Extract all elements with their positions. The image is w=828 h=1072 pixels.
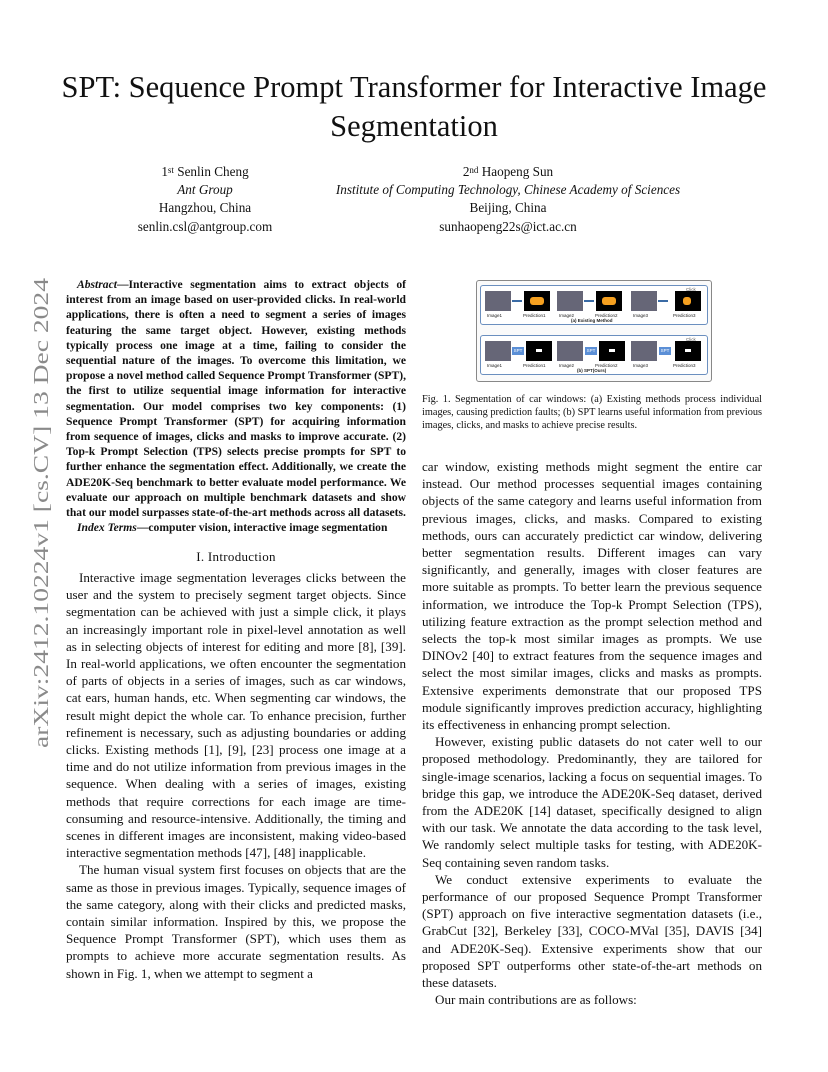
spt-block: SPT (513, 348, 523, 353)
author-2-ordinal-suffix: nd (469, 165, 479, 175)
author-2 (318, 163, 698, 236)
abstract-lead: Abstract (77, 278, 117, 291)
figure-label: Image2 (559, 363, 575, 368)
figure-prediction-thumb (675, 291, 701, 311)
arxiv-stamp (18, 270, 58, 750)
figure-image-thumb (631, 291, 657, 311)
abstract-text: —Interactive segmentation aims to extract objects of interest from an image based on user-provided clicks. In real-world applications, there is often a need to segment a series of images featuring the same target object. However, existing methods typically process one image at a time, failing to consider the sequential nature of the images. To overcome this limitation, we propose a novel method called Sequence Prompt Transformer (SPT), the first to utilize sequential image information for interactive segmentation. Our model comprises two key components: (1) Sequence Prompt Transformer (SPT) for acquiring information from sequence of images, clicks and masks to improve accurate. (2) Top-k Prompt Selection (TPS) selects precise prompts for SPT to further enhance the segmentation effect. Additionally, we create the ADE20K-Seq benchmark to better evaluate model performance. We evaluate our approach on multiple benchmark datasets and show that our model surpasses state-of-the-art methods across all datasets. (66, 278, 406, 520)
arxiv-stamp-text: arXiv:2412.10224v1 [cs.CV] 13 Dec 2024 (29, 381, 53, 748)
figure-row-caption-b: (b) SPT(Ours) (577, 368, 607, 373)
author-1-ordinal: 1 (161, 164, 168, 179)
abstract (66, 277, 406, 535)
index-terms-text: —computer vision, interactive image segmentation (136, 521, 388, 535)
right-paragraph-4: Our main contributions are as follows: (435, 992, 637, 1008)
figure-label: Image2 (559, 313, 575, 318)
index-terms-lead: Index Terms (77, 521, 137, 535)
figure-image-thumb (485, 291, 511, 311)
figure-row-caption-a: (a) Existing Method (571, 318, 613, 323)
introduction-body (66, 569, 406, 982)
right-paragraph-1: car window, existing methods might segment the entire car instead. Our method processes sequential images containing objects of the same category and learns useful information from previous images, clicks, and masks. Compared to existing methods, ours can accurately predictict car window, delivering better segmentation results. Different images can vary significantly, and generally, images with closer features are more suitable as prompts. To better learn the previous sequence information, we introduce the Top-k Prompt Selection (TPS), utilizing feature extraction as the prompt selection method and selects the top-k most similar images as prompts. We use DINOv2 [40] to extract features from the sequence images and select the most similar images, clicks and masks as prompts. Extensive experiments demonstrate that our proposed TPS module significantly improves prediction accuracy, highlighting its effectiveness in enhancing prompt selection. (422, 459, 762, 733)
arrow-icon (658, 300, 668, 302)
figure-label: Prediction2 (595, 313, 618, 318)
spt-block: SPT (586, 348, 596, 353)
figure-image-thumb (557, 341, 583, 361)
figure-prediction-thumb (524, 291, 550, 311)
author-2-ordinal: 2 (462, 164, 470, 179)
figure-prediction-thumb (599, 341, 625, 361)
figure-label: Prediction3 (673, 363, 696, 368)
figure-1 (476, 280, 712, 382)
paper-title: SPT: Sequence Prompt Transformer for Interactive Image Segmentation (61, 70, 767, 143)
figure-label: Prediction3 (673, 313, 696, 318)
intro-paragraph-1: Interactive image segmentation leverages clicks between the user and the system to precisely segment target objects. Since segmentation can be achieved with just a simple click, it plays an increasingly important role in pixel-level annotation as well as in selecting objects of interest for editing and more [8], [39]. In real-world applications, we often encounter the segmentation of parts of objects in a series of images, such as car windows, cat ears, human hands, etc. When segmenting car windows, the result might depict the whole car. To enhance precision, further refinement is necessary, such as adjusting boundaries or adding clicks. Existing methods [1], [9], [23] process one image at a time and do not utilize information from previous images in the sequence. When dealing with a series of images, existing methods that require corrections for each image are time-consuming and resource-intensive. Additionally, the timing and scenes in different images are inconsistent, making video-based interactive segmentation methods [47], [48] inapplicable. (66, 570, 406, 861)
author-1-location: Hangzhou, China (158, 200, 252, 216)
figure-prediction-thumb (675, 341, 701, 361)
figure-prediction-thumb (596, 291, 622, 311)
right-paragraph-3: We conduct extensive experiments to evaluate the performance of our proposed Sequence Prompt Transformer (SPT) approach on five interactive segmentation datasets (i.e., GrabCut [32], Berkeley [33], COCO-MVal [35], DAVIS [34] and ADE20K-Seq). Extensive experiments show that our proposed SPT outperforms other state-of-the-art methods on these datasets. (422, 871, 762, 991)
figure-label: Prediction1 (523, 363, 546, 368)
figure-prediction-thumb (526, 341, 552, 361)
figure-image-thumb (485, 341, 511, 361)
figure-row-spt (480, 335, 708, 375)
figure-1-caption: Fig. 1. Segmentation of car windows: (a) Existing methods process individual images, causing prediction faults; (b) SPT learns useful information from previous images, clicks, and masks to achieve precise results. (422, 394, 762, 432)
author-1-ordinal-suffix: st (167, 165, 174, 175)
author-2-location: Beijing, China (469, 200, 547, 216)
section-heading-introduction: I. Introduction (196, 549, 276, 564)
spt-block: SPT (660, 348, 670, 353)
author-2-affiliation: Institute of Computing Technology, Chinese Academy of Sciences (335, 182, 681, 198)
figure-label: Image1 (487, 363, 503, 368)
intro-paragraph-2: The human visual system first focuses on objects that are the same as those in previous images. Typically, sequence images of the same category, along with their clicks and predicted masks, contain similar information. Inspired by this, we propose the Sequence Prompt Transformer (SPT), which uses them as prompts to achieve more accurate segmentation results. As shown in Fig. 1, when we attempt to segment a (66, 862, 406, 981)
click-legend: Click (686, 287, 696, 292)
right-paragraph-2: However, existing public datasets do not cater well to our proposed methodology. Predominantly, they are tailored for single-image scenarios, lacking a focus on sequential images. To bridge this gap, we introduce the ADE20K-Seq dataset, derived from the ADE20K [14] dataset, specifically designed to align with our task. We annotate the data according to the task level, We randomly select multiple tasks for testing, with ADE20K-Seq containing seven random tasks. (422, 734, 762, 870)
click-legend: Click (686, 337, 696, 342)
arrow-icon (512, 300, 522, 302)
figure-row-existing-method (480, 285, 708, 325)
figure-image-thumb (631, 341, 657, 361)
author-1-name: Senlin Cheng (177, 164, 249, 179)
author-2-email[interactable]: sunhaopeng22s@ict.ac.cn (439, 218, 577, 234)
figure-label: Image3 (633, 313, 649, 318)
figure-label: Prediction2 (595, 363, 618, 368)
author-1-email[interactable]: senlin.csl@antgroup.com (137, 218, 273, 234)
right-column-body (422, 458, 762, 1009)
author-1 (120, 163, 290, 236)
figure-image-thumb (557, 291, 583, 311)
figure-label: Image1 (487, 313, 503, 318)
figure-label: Prediction1 (523, 313, 546, 318)
arrow-icon (584, 300, 594, 302)
author-2-name: Haopeng Sun (481, 164, 554, 179)
figure-label: Image3 (633, 363, 649, 368)
author-1-affiliation: Ant Group (177, 182, 233, 198)
